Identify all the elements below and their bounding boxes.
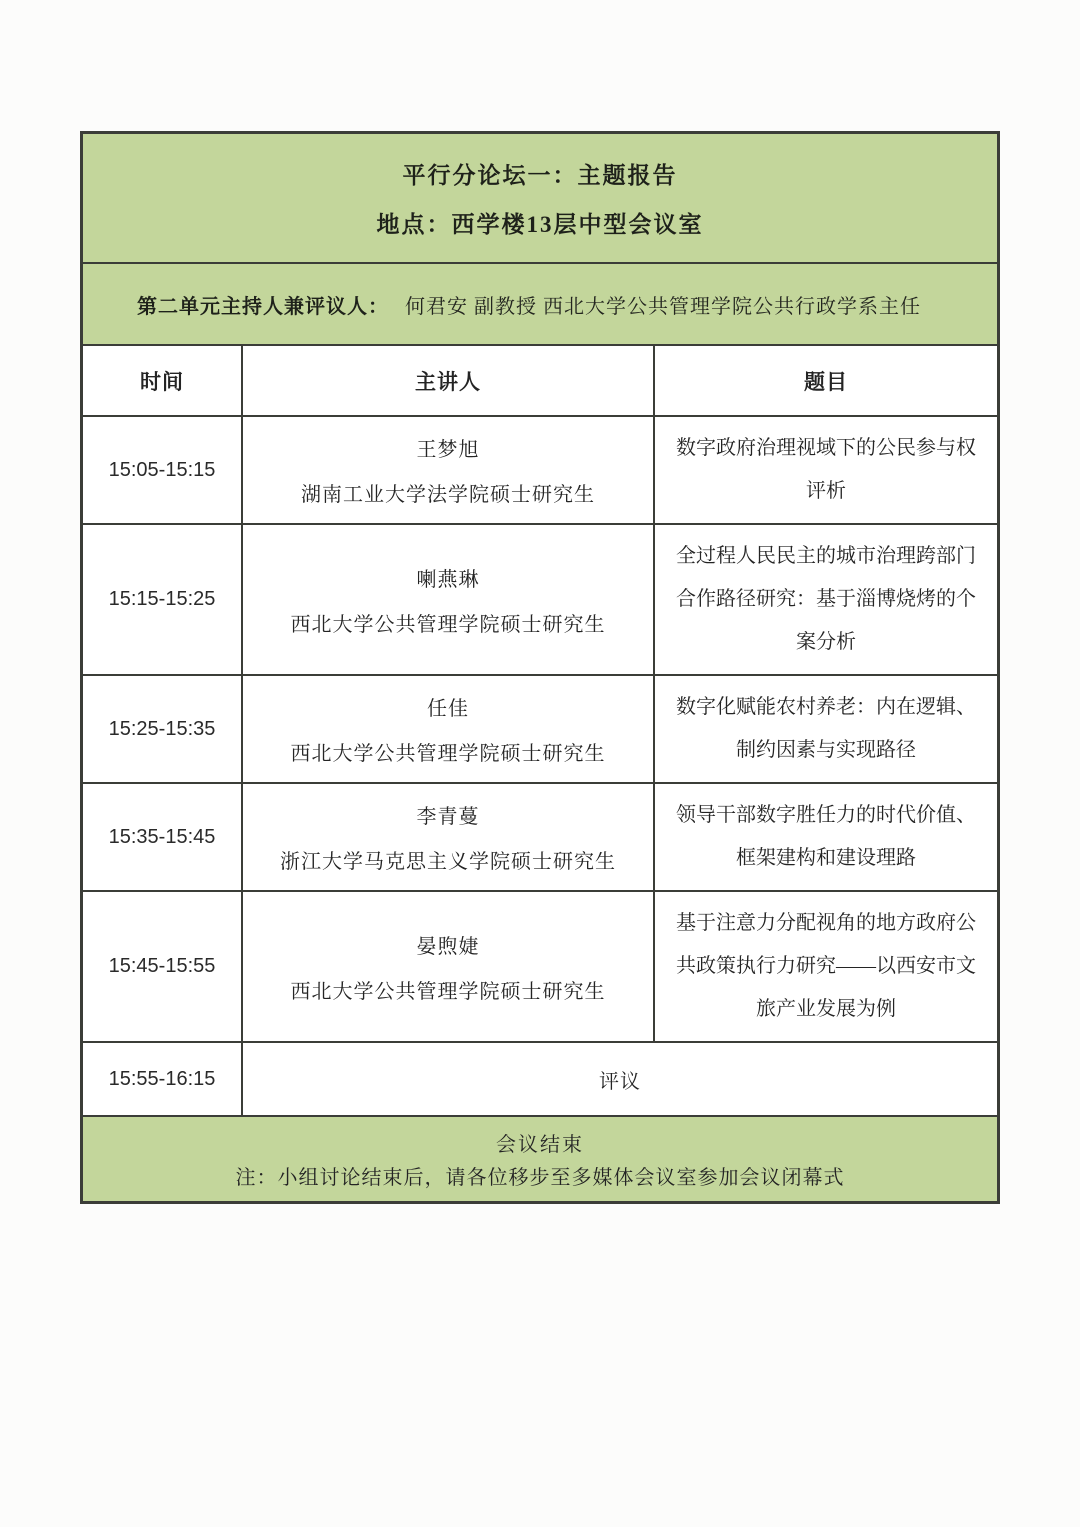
review-label: 评议	[241, 1043, 997, 1115]
time-cell: 15:55-16:15	[108, 1067, 216, 1090]
closing-text: 会议结束	[496, 1134, 584, 1157]
speaker-affiliation: 湖南工业大学法学院硕士研究生	[301, 484, 595, 506]
table-row	[83, 782, 997, 890]
topic-cell: 数字化赋能农村养老：内在逻辑、制约因素与实现路径	[653, 676, 997, 782]
col-header-time: 时间	[140, 369, 184, 394]
topic-cell: 领导干部数字胜任力的时代价值、框架建构和建设理路	[653, 784, 997, 890]
moderator-row	[83, 262, 997, 344]
time-cell: 15:15-15:25	[108, 588, 216, 610]
moderator-label: 第二单元主持人兼评议人：	[137, 295, 389, 318]
speaker-cell	[241, 892, 653, 1041]
speaker-cell	[241, 784, 653, 890]
col-header-speaker: 主讲人	[241, 346, 653, 415]
footer-block	[83, 1115, 997, 1201]
speaker-name: 晏煦婕	[416, 935, 480, 958]
table-row	[83, 523, 997, 674]
topic-cell: 数字政府治理视域下的公民参与权评析	[653, 417, 997, 523]
title-block	[83, 134, 997, 262]
time-cell: 15:25-15:35	[108, 717, 216, 740]
time-cell: 15:45-15:55	[108, 955, 216, 977]
speaker-affiliation: 西北大学公共管理学院硕士研究生	[290, 743, 606, 765]
speaker-name: 王梦旭	[416, 439, 480, 461]
table-row	[83, 415, 997, 523]
speaker-affiliation: 西北大学公共管理学院硕士研究生	[290, 980, 606, 1003]
footer-note: 注：小组讨论结束后，请各位移步至多媒体会议室参加会议闭幕式	[235, 1166, 845, 1189]
table-row	[83, 890, 997, 1041]
col-header-topic: 题目	[653, 346, 997, 415]
topic-cell: 基于注意力分配视角的地方政府公共政策执行力研究——以西安市文旅产业发展为例	[653, 892, 997, 1041]
forum-location: 地点：西学楼13层中型会议室	[376, 212, 704, 238]
speaker-name: 任佳	[427, 698, 469, 720]
speaker-name: 喇燕琳	[416, 568, 480, 591]
schedule-table	[80, 131, 1000, 1204]
forum-title: 平行分论坛一：主题报告	[402, 162, 678, 188]
speaker-cell	[241, 676, 653, 782]
speaker-name: 李青蔓	[416, 806, 480, 828]
speaker-cell	[241, 525, 653, 674]
topic-cell: 全过程人民民主的城市治理跨部门合作路径研究：基于淄博烧烤的个案分析	[653, 525, 997, 674]
table-row	[83, 674, 997, 782]
table-header-row	[83, 344, 997, 415]
time-cell: 15:05-15:15	[108, 458, 216, 481]
time-cell: 15:35-15:45	[108, 825, 216, 848]
speaker-affiliation: 西北大学公共管理学院硕士研究生	[290, 613, 606, 636]
speaker-cell	[241, 417, 653, 523]
review-row	[83, 1041, 997, 1115]
moderator-value: 何君安 副教授 西北大学公共管理学院公共行政学系主任	[405, 295, 921, 318]
speaker-affiliation: 浙江大学马克思主义学院硕士研究生	[280, 851, 616, 873]
